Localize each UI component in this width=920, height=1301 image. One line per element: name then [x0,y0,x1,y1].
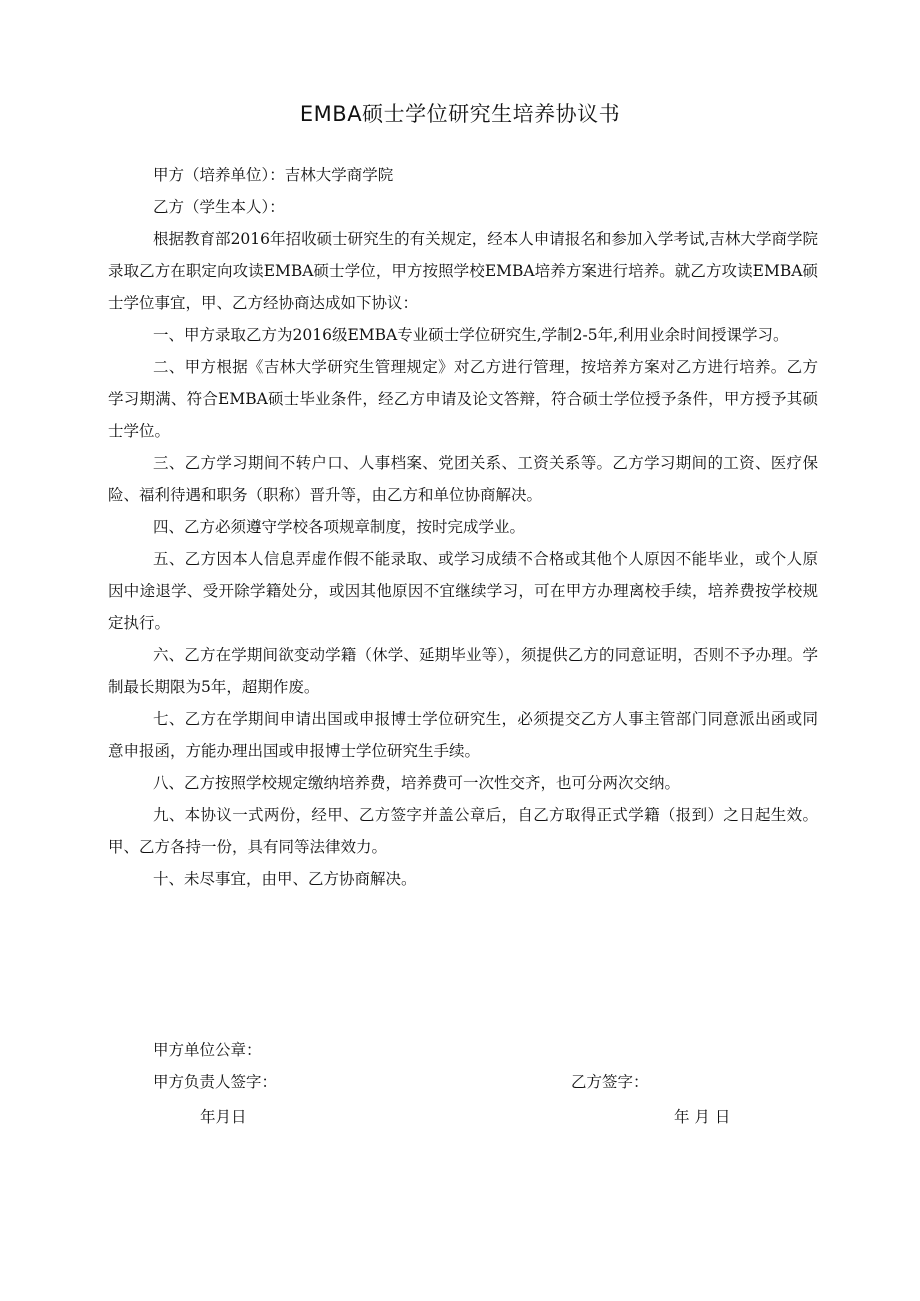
clause-1: 一、甲方录取乙方为2016级EMBA专业硕士学位研究生,学制2-5年,利用业余时间授课学习。 [153,326,789,344]
document-title: EMBA硕士学位研究生培养协议书 [299,102,621,126]
document-body [108,159,818,895]
party-a-line: 甲方（培养单位）：吉林大学商学院 [153,166,394,184]
party-b-signer-label: 乙方签字： [571,1073,649,1091]
clause-8: 八、乙方按照学校规定缴纳培养费，培养费可一次性交齐，也可分两次交纳。 [153,774,681,792]
party-a-signer-label: 甲方负责人签字： [153,1073,278,1091]
clause-7: 七、乙方在学期间申请出国或申报博士学位研究生，必须提交乙方人事主管部门同意派出函或同意申报函，方能办理出国或申报博士学位研究生手续。 [108,710,818,760]
party-b-line: 乙方（学生本人）： [153,198,285,216]
preamble-paragraph: 根据教育部2016年招收硕士研究生的有关规定，经本人申请报名和参加入学考试,吉林大学商学院录取乙方在职定向攻读EMBA硕士学位，甲方按照学校EMBA培养方案进行培养。就乙方攻读EMBA硕士学位事宜，甲、乙方经协商达成如下协议： [108,230,818,312]
party-a-seal-label: 甲方单位公章： [153,1041,262,1059]
clause-4: 四、乙方必须遵守学校各项规章制度，按时完成学业。 [153,518,526,536]
clause-5: 五、乙方因本人信息弄虚作假不能录取、或学习成绩不合格或其他个人原因不能毕业，或个人原因中途退学、受开除学籍处分，或因其他原因不宜继续学习，可在甲方办理离校手续，培养费按学校规定执行。 [108,550,818,632]
party-b-date: 年 月 日 [674,1108,731,1126]
clause-6: 六、乙方在学期间欲变动学籍（休学、延期毕业等），须提供乙方的同意证明，否则不予办理。学制最长期限为5年，超期作废。 [108,646,818,696]
clause-9: 九、本协议一式两份，经甲、乙方签字并盖公章后，自乙方取得正式学籍（报到）之日起生效。甲、乙方各持一份，具有同等法律效力。 [108,806,818,856]
clause-10: 十、未尽事宜，由甲、乙方协商解决。 [153,870,417,888]
clause-3: 三、乙方学习期间不转户口、人事档案、党团关系、工资关系等。乙方学习期间的工资、医疗保险、福利待遇和职务（职称）晋升等，由乙方和单位协商解决。 [108,454,818,504]
party-a-date: 年月日 [200,1108,247,1126]
clause-2: 二、甲方根据《吉林大学研究生管理规定》对乙方进行管理，按培养方案对乙方进行培养。乙方学习期满、符合EMBA硕士毕业条件，经乙方申请及论文答辩，符合硕士学位授予条件，甲方授予其硕士学位。 [108,358,818,440]
